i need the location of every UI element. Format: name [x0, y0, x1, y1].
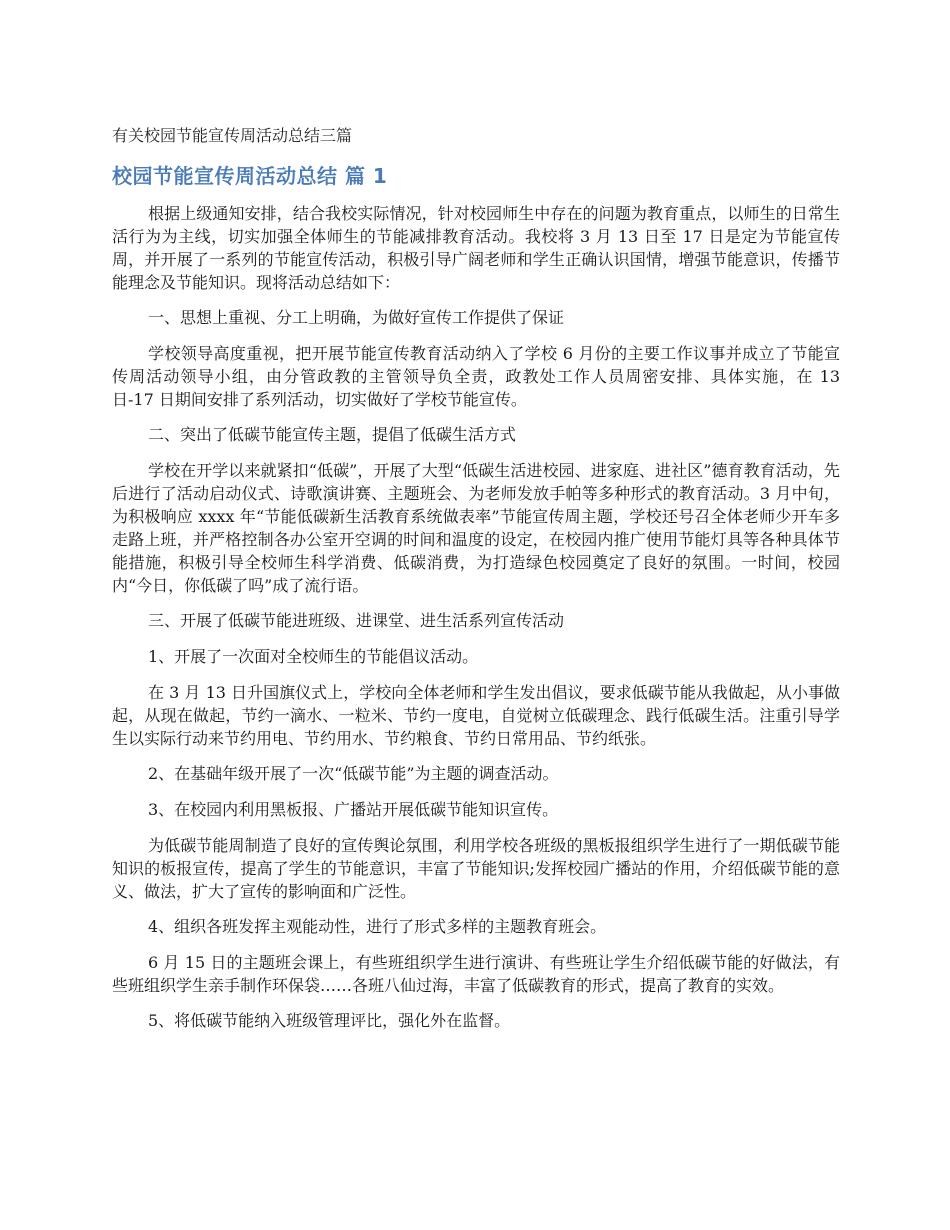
paragraph-heading-1: 一、思想上重视、分工上明确，为做好宣传工作提供了保证 — [148, 308, 565, 327]
document-title: 有关校园节能宣传周活动总结三篇 — [112, 126, 353, 145]
paragraph-heading-3: 三、开展了低碳节能进班级、进课堂、进生活系列宣传活动 — [148, 611, 565, 630]
paragraph-blackboard: 为低碳节能周制造了良好的宣传舆论氛围，利用学校各班级的黑板报组织学生进行了一期低碳节能知识的板报宣传，提高了学生的节能意识，丰富了节能知识;发挥校园广播站的作用，介绍低碳节能的意义、做法，扩大了宣传的影响面和广泛性。 — [112, 836, 840, 901]
paragraph-intro: 根据上级通知安排，结合我校实际情况，针对校园师生中存在的问题为教育重点，以师生的日常生活行为为主线，切实加强全体师生的节能减排教育活动。我校将 3 月 13 日至 17 日是定为节能宣传周，并开展了一系列的节能宣传活动，积极引导广阔老师和学生正确认识国情，增强节能意识，传播节能理念及节能知识。现将活动总结如下： — [112, 204, 840, 292]
paragraph-heading-2: 二、突出了低碳节能宣传主题，提倡了低碳生活方式 — [148, 425, 517, 444]
document-page — [112, 124, 840, 1045]
paragraph-class-meeting: 6 月 15 日的主题班会课上，有些班组织学生进行演讲、有些班让学生介绍低碳节能的好做法，有些班组织学生亲手制作环保袋……各班八仙过海，丰富了低碳教育的形式，提高了教育的实效。 — [112, 953, 840, 995]
section-heading: 校园节能宣传周活动总结 篇 1 — [112, 164, 388, 188]
paragraph-initiative: 在 3 月 13 日升国旗仪式上，学校向全体老师和学生发出倡议，要求低碳节能从我做起，从小事做起，从现在做起，节约一滴水、一粒米、节约一度电，自觉树立低碳理念、践行低碳生活。注重引导学生以实际行动来节约用电、节约用水、节约粮食、节约日常用品、节约纸张。 — [112, 683, 840, 748]
paragraph-leadership: 学校领导高度重视，把开展节能宣传教育活动纳入了学校 6 月份的主要工作议事并成立了节能宣传周活动领导小组，由分管政教的主管领导负全责，政教处工作人员周密安排、具体实施，在 13 日-17 日期间安排了系列活动，切实做好了学校节能宣传。 — [112, 344, 840, 409]
paragraph-item-2: 2、在基础年级开展了一次“低碳节能”为主题的调查活动。 — [148, 764, 559, 783]
paragraph-low-carbon: 学校在开学以来就紧扣“低碳”，开展了大型“低碳生活进校园、进家庭、进社区”德育教育活动，先后进行了活动启动仪式、诗歌演讲赛、主题班会、为老师发放手帕等多种形式的教育活动。3 月中旬，为积极响应 xxxx 年“节能低碳新生活教育系统做表率”节能宣传周主题，学校还号召全体老师少开车多走路上班，并严格控制各办公室开空调的时间和温度的设定，在校园内推广使用节能灯具等各种具体节能措施，积极引导全校师生科学消费、低碳消费，为打造绿色校园奠定了良好的氛围。一时间，校园内“今日，你低碳了吗”成了流行语。 — [112, 461, 840, 595]
paragraph-item-3: 3、在校园内利用黑板报、广播站开展低碳节能知识宣传。 — [148, 800, 559, 819]
paragraph-item-1: 1、开展了一次面对全校师生的节能倡议活动。 — [148, 647, 479, 666]
paragraph-item-5: 5、将低碳节能纳入班级管理评比，强化外在监督。 — [148, 1011, 511, 1030]
paragraph-item-4: 4、组织各班发挥主观能动性，进行了形式多样的主题教育班会。 — [148, 917, 607, 936]
